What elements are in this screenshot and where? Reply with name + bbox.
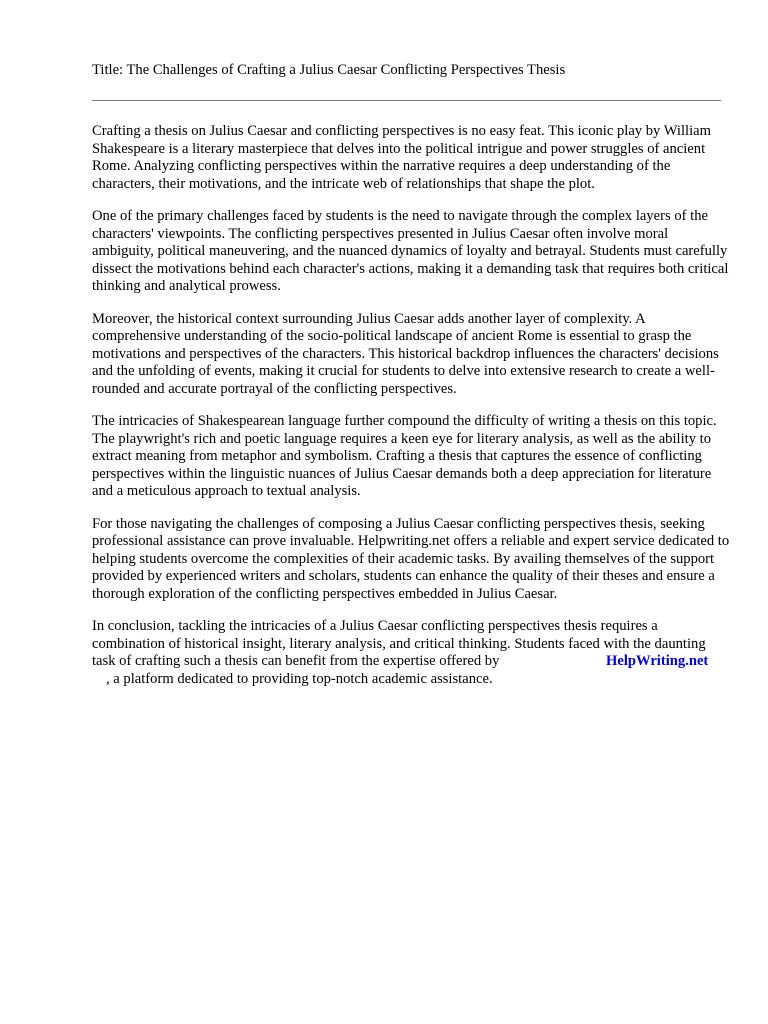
paragraph-5: For those navigating the challenges of composing a Julius Caesar conflicting perspectives thesis, seeking professional assistance can prove invaluable. Helpwriting.net offers a reliable and expert service dedicated to helping students overcome the complexities of their academic tasks. By availing themselves of the support provided by experienced writers and scholars, students can enhance the quality of their theses and ensure a thorough exploration of the conflicting perspectives embedded in Julius Caesar. <box>92 515 730 602</box>
paragraph-4: The intricacies of Shakespearean language further compound the difficulty of writing a thesis on this topic. The playwright's rich and poetic language requires a keen eye for literary analysis, as well as the ability to extract meaning from metaphor and symbolism. Crafting a thesis that captures the essence of conflicting perspectives within the linguistic nuances of Julius Caesar demands both a deep appreciation for literature and a meticulous approach to textual analysis. <box>92 413 717 499</box>
paragraph-1: Crafting a thesis on Julius Caesar and conflicting perspectives is no easy feat. This iconic play by William Shakespeare is a literary masterpiece that delves into the political intrigue and power struggles of ancient Rome. Analyzing conflicting perspectives within the narrative requires a deep understanding of the characters, their motivations, and the intricate web of relationships that shape the plot. <box>92 123 711 192</box>
helpwriting-link[interactable]: HelpWriting.net <box>606 653 709 669</box>
document-body <box>92 123 732 688</box>
document-title: Title: The Challenges of Crafting a Julius Caesar Conflicting Perspectives Thesis <box>92 62 566 78</box>
conclusion-tail: , a platform dedicated to providing top-notch academic assistance. <box>106 670 493 687</box>
paragraph-3: Moreover, the historical context surrounding Julius Caesar adds another layer of complexity. A comprehensive understanding of the socio-political landscape of ancient Rome is essential to grasp the motivations and perspectives of the characters. This historical backdrop influences the characters' decisions and the unfolding of events, making it crucial for students to delve into extensive research to create a well-rounded and accurate portrayal of the conflicting perspectives. <box>92 310 719 397</box>
conclusion-text: In conclusion, tackling the intricacies of a Julius Caesar conflicting perspectives thesis requires a combination of historical insight, literary analysis, and critical thinking. Students faced with the daunting task of crafting such a thesis can benefit from the expertise offered by <box>92 618 706 669</box>
paragraph-2: One of the primary challenges faced by students is the need to navigate through the complex layers of the characters' viewpoints. The conflicting perspectives presented in Julius Caesar often involve moral ambiguity, political maneuvering, and the nuanced dynamics of loyalty and betrayal. Students must carefully dissect the motivations behind each character's actions, making it a demanding task that requires both critical thinking and analytical prowess. <box>92 208 729 294</box>
title-divider <box>92 100 721 101</box>
conclusion-paragraph <box>92 618 732 688</box>
